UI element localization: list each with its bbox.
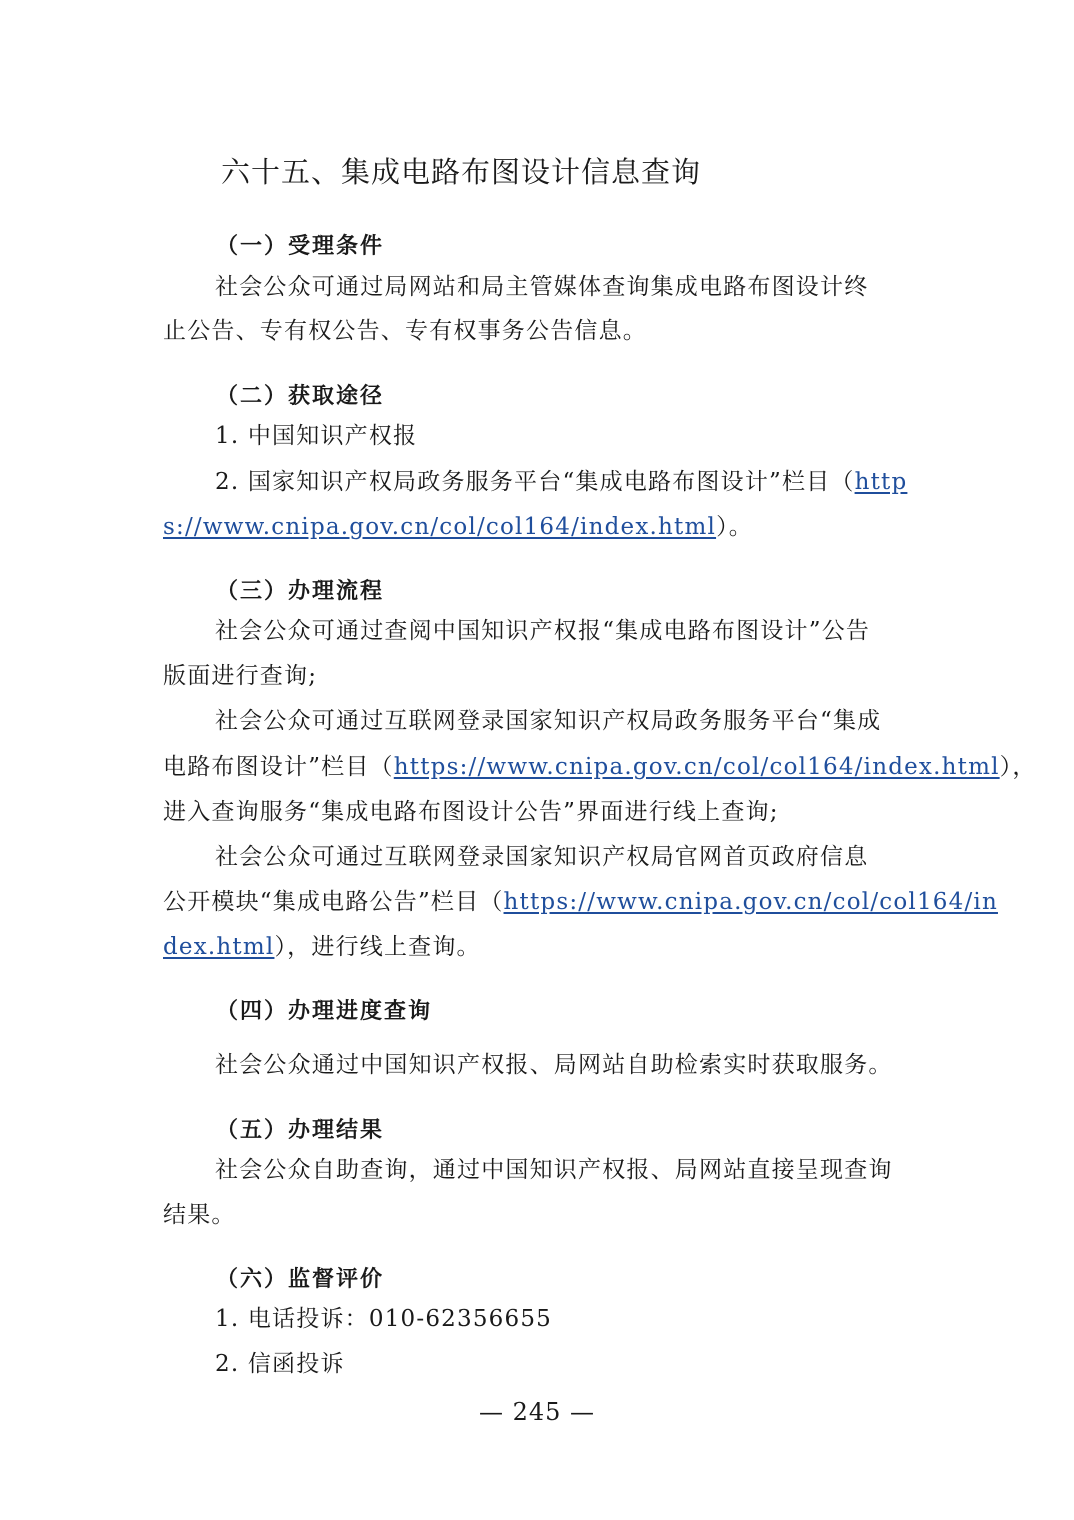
page-title: 六十五、集成电路布图设计信息查询 [221,155,702,189]
section-heading-channels: （二）获取途径 [216,384,385,409]
paragraph-line: 社会公众自助查询，通过中国知识产权报、局网站直接呈现查询 [215,1157,893,1183]
paragraph-text: 公开模块“集成电路公告”栏目（ [163,889,504,915]
page-number: — 245 — [478,1398,596,1426]
paragraph-line: 社会公众可通过互联网登录国家知识产权局政务服务平台“集成 [215,708,882,734]
paragraph-line [163,516,753,539]
list-item: 1. 中国知识产权报 [215,423,418,449]
paragraph-line: 版面进行查询; [163,663,318,689]
list-item: 2. 信函投诉 [215,1351,345,1377]
section-heading-supervision: （六）监督评价 [216,1267,385,1292]
paragraph-line: 社会公众可通过局网站和局主管媒体查询集成电路布图设计终 [215,274,869,300]
paragraph-line [163,756,1037,779]
paragraph-line: 止公告、专有权公告、专有权事务公告信息。 [163,318,647,344]
paragraph-line: 社会公众通过中国知识产权报、局网站自助检索实时获取服务。 [215,1052,893,1078]
website-link[interactable]: https://www.cnipa.gov.cn/col/col164/in [503,889,998,915]
paragraph-line: 进入查询服务“集成电路布图设计公告”界面进行线上查询; [163,799,779,825]
section-heading-acceptance: （一）受理条件 [216,234,385,259]
platform-link[interactable]: http [854,469,908,495]
closing-punctuation: ）， [999,754,1037,780]
paragraph-line: 结果。 [163,1202,236,1228]
paragraph-line [163,891,998,914]
list-item-text: 2. 国家知识产权局政务服务平台“集成电路布图设计”栏目（ [215,469,855,495]
closing-punctuation: ）。 [716,514,753,540]
platform-link[interactable]: https://www.cnipa.gov.cn/col/col164/index.html [393,754,1000,780]
section-heading-progress: （四）办理进度查询 [216,999,433,1024]
paragraph-text: ），进行线上查询。 [274,934,481,960]
section-heading-process: （三）办理流程 [216,579,385,604]
paragraph-text: 电路布图设计”栏目（ [163,754,394,780]
list-item [215,471,907,494]
paragraph-line [163,936,481,959]
website-link-continued[interactable]: dex.html [163,934,275,960]
section-heading-result: （五）办理结果 [216,1118,385,1143]
paragraph-line: 社会公众可通过查阅中国知识产权报“集成电路布图设计”公告 [215,618,871,644]
paragraph-line: 社会公众可通过互联网登录国家知识产权局官网首页政府信息 [215,844,869,870]
platform-link-continued[interactable]: s://www.cnipa.gov.cn/col/col164/index.html [163,514,717,540]
list-item: 1. 电话投诉：010-62356655 [215,1306,552,1332]
